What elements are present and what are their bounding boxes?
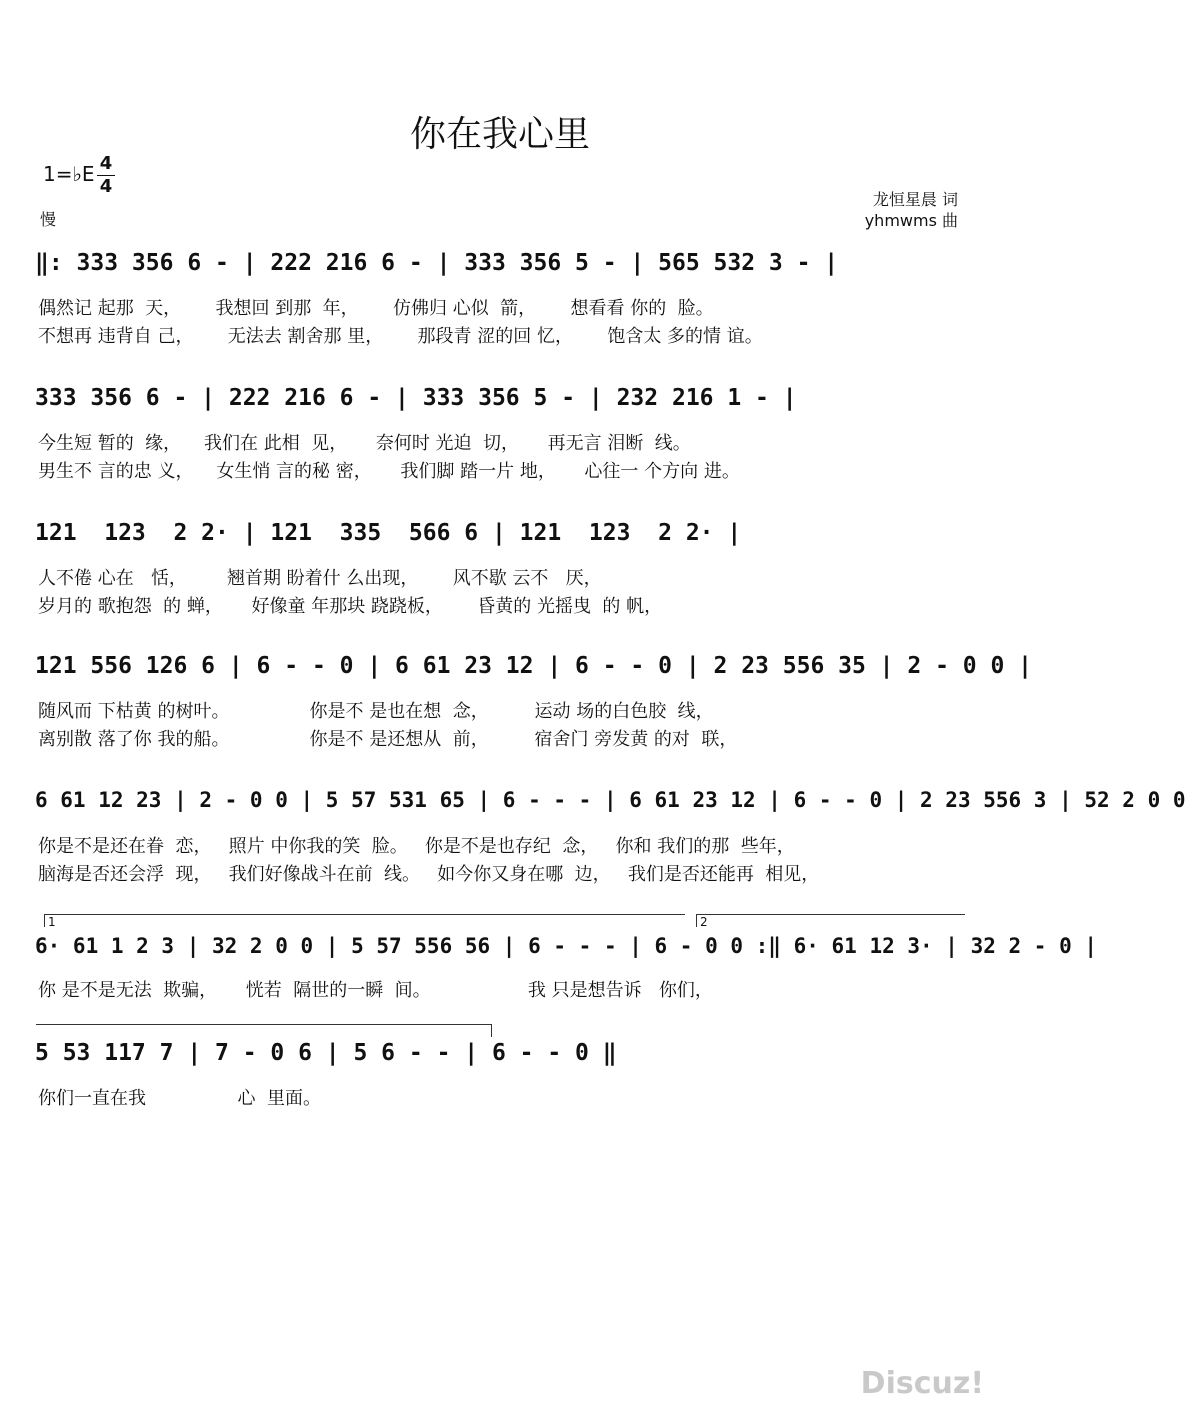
tempo-marking: 慢: [40, 210, 57, 229]
lyric-verse-1: 人不倦 心在 恬， 翘首期 盼着什 么出现， 风不歇 云不 厌，: [38, 568, 602, 589]
notation-line: 121 556 126 6 | 6 - - 0 | 6 61 23 12 | 6 - - 0 | 2 23 556 35 | 2 - 0 0 |: [35, 653, 1032, 679]
score-system-7: [0, 1040, 1000, 1150]
composer-credit: yhmwms 曲: [864, 211, 958, 230]
watermark-logo: Discuz!: [860, 1366, 984, 1401]
score-system-5: [0, 788, 1186, 898]
page-title: 你在我心里: [409, 114, 590, 155]
score-system-1: [0, 250, 1000, 360]
lyric-verse-1: 你是不是还在眷 恋， 照片 中你我的笑 脸。 你是不是也存纪 念， 你和 我们的那 些年，: [38, 836, 795, 857]
lyric-verse-1: 你 是不是无法 欺骗， 恍若 隔世的一瞬 间。 我 只是想告诉 你们，: [38, 980, 713, 1001]
time-bottom: 4: [99, 176, 113, 197]
notation-line: 333 356 6 - | 222 216 6 - | 333 356 5 - | 232 216 1 - |: [35, 385, 797, 411]
lyric-verse-1: 偶然记 起那 天， 我想回 到那 年， 仿佛归 心似 箭， 想看看 你的 脸。: [38, 298, 714, 319]
time-signature: [97, 154, 115, 197]
lyric-verse-1: 今生短 暂的 缘， 我们在 此相 见， 奈何时 光迫 切， 再无言 泪断 线。: [38, 433, 691, 454]
lyric-verse-2: 离别散 落了你 我的船。 你是不 是还想从 前， 宿舍门 旁发黄 的对 联，: [38, 729, 738, 750]
volta-bracket-2: 2: [696, 914, 965, 927]
notation-line: 121 123 2 2· | 121 335 566 6 | 121 123 2 2· |: [35, 520, 742, 546]
notation-line: ‖: 333 356 6 - | 222 216 6 - | 333 356 5 - | 565 532 3 - |: [35, 250, 839, 276]
lyricist-credit: 龙恒星晨 词: [872, 190, 958, 209]
score-system-4: [0, 653, 1032, 763]
lyric-verse-1: 随风而 下枯黄 的树叶。 你是不 是也在想 念， 运动 场的白色胶 线，: [38, 701, 714, 722]
score-system-2: [0, 385, 1000, 495]
lyric-verse-2: 岁月的 歌抱怨 的 蝉， 好像童 年那块 跷跷板， 昏黄的 光摇曳 的 帆，: [38, 596, 663, 617]
volta-bracket-1: 1: [44, 914, 685, 927]
lyric-verse-1: 你们一直在我 心 里面。: [38, 1088, 321, 1109]
lyric-verse-2: 不想再 违背自 己， 无法去 割舍那 里， 那段青 涩的回 忆， 饱含太 多的情 谊。: [38, 326, 763, 347]
score-system-6: [0, 915, 1098, 1030]
lyric-verse-2: 脑海是否还会浮 现， 我们好像战斗在前 线。 如今你又身在哪 边， 我们是否还能再 相见，: [38, 864, 820, 885]
score-system-3: [0, 520, 1000, 630]
notation-line: 6 61 12 23 | 2 - 0 0 | 5 57 531 65 | 6 - - - | 6 61 23 12 | 6 - - 0 | 2 23 556 3 | 52 2 0 0: [35, 788, 1186, 812]
volta-bracket-2-cont: [36, 1024, 492, 1037]
key-signature: 1=♭E: [43, 162, 95, 186]
notation-line: 6· 61 1 2 3 | 32 2 0 0 | 5 57 556 56 | 6 - - - | 6 - 0 0 :‖ 6· 61 12 3· | 32 2 - 0 |: [35, 934, 1098, 958]
notation-line: 5 53 117 7 | 7 - 0 6 | 5 6 - - | 6 - - 0 ‖: [35, 1040, 617, 1066]
time-top: 4: [99, 153, 113, 174]
lyric-verse-2: 男生不 言的忠 义， 女生悄 言的秘 密， 我们脚 踏一片 地， 心往一 个方向 进。: [38, 461, 740, 482]
